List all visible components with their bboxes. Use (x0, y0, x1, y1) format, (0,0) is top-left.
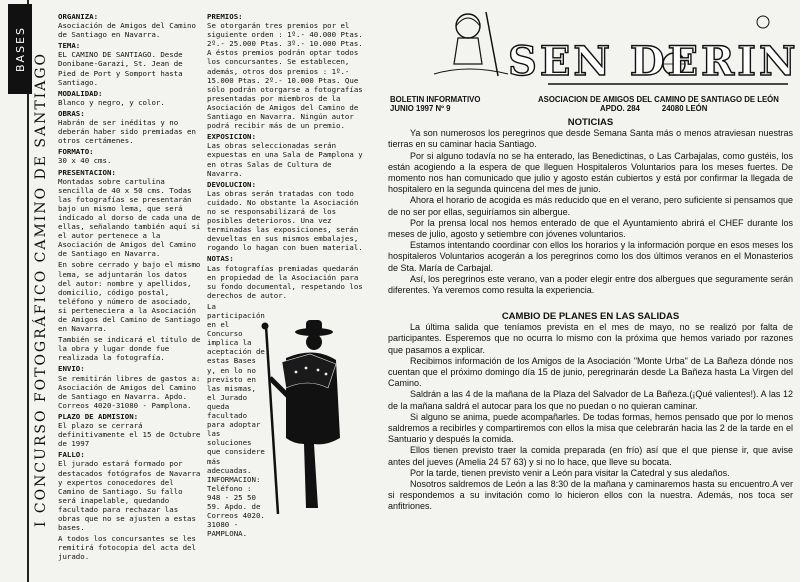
rule-item (207, 12, 364, 130)
rule-heading: MODALIDAD: (58, 88, 103, 98)
rule-heading: EXPOSICION: (207, 132, 256, 142)
bulletin-publisher (538, 95, 793, 113)
rules-closing-text: La participación en el Concurso implica la aceptación de estas Bases y, en lo no previsto en las mismas, el Jurado queda facultado para adoptar las soluciones que considere más adecuadas. INFORMACION: Teléfono : 948 - 25 50 59. Apdo. de Correos 4020. 31080 - PAMPLONA. (207, 301, 265, 539)
rule-heading: PLAZO DE ADMISION: (58, 411, 139, 421)
bulletin-issue (390, 95, 480, 113)
rule-text: EL CAMINO DE SANTIAGO. Desde Donibane-Garazi, St. Jean de Pied de Port y Somport hasta Santiago. (58, 50, 183, 87)
rule-item (58, 41, 203, 86)
news-heading: NOTICIAS (567, 117, 614, 128)
publisher-po-box: APDO. 284 (600, 104, 640, 113)
rule-heading: ENVIO: (58, 364, 85, 374)
bulletin-title: SEN DERIN (508, 38, 799, 85)
outings-section (388, 311, 793, 513)
rule-item (58, 260, 203, 333)
paragraph: La última salida que teníamos prevista en el mes de mayo, no se realizó por falta de participantes. Esperemos que no ocurra lo mismo con la próxima que hemos variado por razones que pasamos a explicar. (388, 322, 793, 355)
publisher-name: ASOCIACION DE AMIGOS DEL CAMINO DE SANTIAGO DE LEÓN (538, 95, 779, 104)
paragraph: Recibimos información de los Amigos de la Asociación "Monte Urba" de La Bañeza dónde nos cuentan que el próximo domingo día 15 de junio, peregrinarán desde La Bañeza hasta La Virgen del Camino. (388, 355, 793, 389)
rule-item (58, 147, 203, 165)
outings-heading: CAMBIO DE PLANES EN LAS SALIDAS (501, 311, 680, 322)
paragraph: Ellos tienen previsto traer la comida preparada (en frío) así que el que piense ir, que avise antes del jueves (Amelia 24 57 63) y si no lo hace, que lleve su bocata. (388, 445, 793, 467)
contest-title-text: I CONCURSO FOTOGRÁFICO CAMINO DE SANTIAGO (33, 51, 49, 528)
rule-text: Las fotografías premiadas quedarán en propiedad de la Asociación para su fondo documental, respetando los derechos de autor. (207, 263, 363, 300)
bases-label: BASES (13, 26, 27, 72)
rule-item (207, 132, 364, 177)
rule-heading: FALLO: (58, 450, 85, 460)
rule-text: También se indicará el título de la obra y lugar donde fue realizada la fotografía. (58, 335, 201, 363)
rule-heading: PREMIOS: (207, 12, 243, 21)
paragraph: Así, los peregrinos este verano, van a poder elegir entre dos albergues que seguramente serán diferentes. Ya veremos como resulta la experiencia. (388, 273, 793, 296)
rule-text: 30 x 40 cms. (58, 156, 112, 166)
rule-item (58, 89, 203, 107)
paragraph: Ya son numerosos los peregrinos que desde Semana Santa más o menos atraviesan nuestras tierras en su caminar hacia Santiago. (388, 128, 793, 150)
rule-item (58, 534, 203, 561)
paragraph: Por si alguno todavía no se ha enterado, las Benedictinas, o Las Carbajalas, como gustéis, los están acogiendo a la espera de que lleguen Hospitaleros Voluntarios para los meses fuertes. De momento nos han comunicado que julio y agosto están cubiertos y está por confirmar la llegada de hospitalero en la segunda quincena del mes de junio. (388, 150, 793, 195)
rule-text: En sobre cerrado y bajo el mismo lema, se adjuntarán los datos del autor: nombre y apellidos, domicilio, código postal, teléfono y número de asociado, si perteneciera a la Asociación de Amigos del Camino de Santiago en Navarra. (58, 260, 201, 334)
rule-text: A todos los concursantes se les remitirá fotocopia del acta del jurado. (58, 534, 196, 562)
left-title-strip (0, 0, 52, 582)
news-section (388, 117, 793, 296)
rule-text: Asociación de Amigos del Camino de Santiago en Navarra. (58, 21, 196, 40)
paragraph: Saldrán a las 4 de la mañana de la Plaza del Salvador de La Bañeza.(¡Qué valientes!). A las 12 de la mañana saldrá el autocar para los que no puedan o no quieran caminar. (388, 389, 793, 411)
rule-text: Se remitirán libres de gastos a: Asociación de Amigos del Camino de Santiago en Navarra. Apdo. Correos 4020-31080 - Pamplona. (58, 373, 201, 410)
rule-text: Las obras seleccionadas serán expuestas en una Sala de Pamplona y en otras Salas de Cultura de Navarra. (207, 141, 363, 178)
rule-item (58, 109, 203, 145)
rule-item (58, 12, 203, 39)
rule-text: El jurado estará formado por destacados fotógrafos de Navarra y expertos conocedores del Camino de Santiago. Su fallo será inapelable, quedando facultado para rechazar las obras que no se ajusten a estas bases. (58, 459, 201, 533)
paragraph: Estamos intentando coordinar con ellos los horarios y la información porque en esos meses los hospitaleros Voluntarios acogerán a los peregrinos como los dos últimos veranos en el Monasterios de Sta. María de Carbajal. (388, 240, 793, 273)
rule-heading: OBRAS: (58, 108, 85, 118)
rule-text: Blanco y negro, y color. (58, 97, 165, 107)
bases-label-box (8, 4, 32, 94)
rule-text: Se otorgarán tres premios por el siguiente orden : 1º.- 40.000 Ptas. 2º.- 25.000 Ptas. 3º.- 10.000 Ptas. A éstos premios podrán optar todos los concursantes. Se establecen, además, otros dos premios : 1º.- 15.000 Ptas. 2º.- 10.000 Ptas. Que sólo podrán otorgarse a fotografías presentadas por miembros de la Asociación de Amigos del Camino de Santiago en Navarra. Ningún autor podrá recibir más de un premio. (207, 21, 363, 131)
paragraph: Ahora el horario de acogida es más reducido que en el verano, pero suficiente si pensamos que de no ser por ellas, seguiríamos sin albergue. (388, 195, 793, 217)
rule-heading: NOTAS: (207, 254, 234, 264)
rule-text: Montadas sobre cartulina sencilla de 40 x 50 cms. Todas las fotografías se presentarán bajo un mismo lema, que será indicado al dorso de cada una de ellas, señalando también aquí si el autor pertenece a la Asociación de Amigos del Camino de Santiago en Navarra. (58, 176, 201, 259)
rule-item (58, 364, 203, 409)
rule-item (58, 412, 203, 448)
rule-item (207, 254, 364, 299)
bulletin-type: BOLETIN INFORMATIVO (390, 95, 481, 104)
rule-heading: TEMA: (58, 41, 81, 51)
publisher-postcode: 24080 LEÓN (661, 104, 708, 113)
bulletin-date: JUNIO 1997 Nº 9 (390, 104, 451, 113)
paragraph: Por la prensa local nos hemos enterado de que el Ayuntamiento abrirá el CHEF durante los meses de julio, agosto y setiembre con jóvenes voluntarios. (388, 217, 793, 240)
paragraph: Si alguno se anima, puede acompañarles. De todas formas, hemos pensado que por lo menos saldremos a recibirles y compartiremos con ellos la misa que celebrarán hacia las 2 de la tarde en el Santuario y después la comida. (388, 411, 793, 445)
rule-text: El plazo se cerrará definitivamente el 15 de Octubre de 1997 (58, 421, 201, 449)
pilgrim-figure-image (256, 318, 342, 516)
rule-heading: DEVOLUCION: (207, 179, 256, 189)
rule-item (58, 168, 203, 259)
rules-column-1 (58, 12, 203, 563)
rule-item (58, 335, 203, 362)
paragraph: Nosotros saldremos de León a las 8:30 de la mañana y caminaremos hasta su encuentro.A ver si respondemos a su invitación como lo hicieron ellos con la nuestra. Además, nos toca ser anfitriones. (388, 479, 793, 512)
rule-item (58, 450, 203, 532)
paragraph: Por la tarde, tienen previsto venir a León para visitar la Catedral y sus aledaños. (410, 467, 730, 478)
bulletin-page (388, 0, 800, 582)
rule-heading: PRESENTACION: (58, 167, 116, 177)
contest-title (30, 2, 52, 577)
rule-item (207, 180, 364, 253)
rule-heading: FORMATO: (58, 147, 94, 157)
rule-text: Habrán de ser inéditas y no deberán haber sido premiadas en otros certámenes. (58, 118, 196, 146)
rule-text: Las obras serán tratadas con todo cuidado. No obstante la Asociación no se responsabilizará de los posibles deterioros. Una vez terminadas las exposiciones, serán devueltas en sus mismos embalajes, rogando lo hagan con buen material. (207, 188, 363, 253)
rule-heading: ORGANIZA: (58, 12, 99, 21)
